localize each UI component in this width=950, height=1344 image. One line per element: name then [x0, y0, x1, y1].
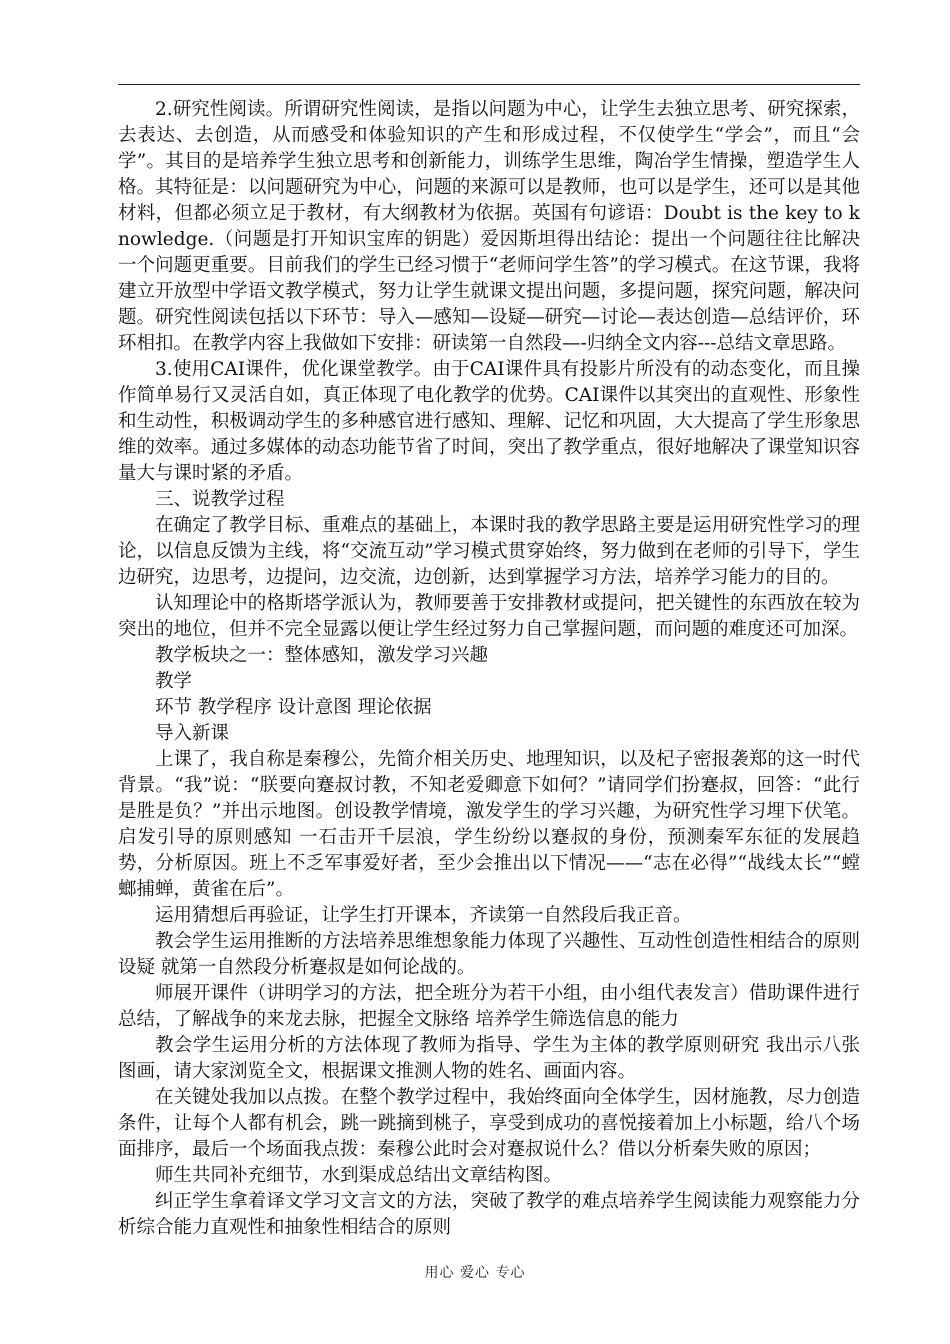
- paragraph-introduction-content: 上课了，我自称是秦穆公，先简介相关历史、地理知识，以及杞子密报袭郑的这一时代背景。“我”说：“朕要向蹇叔讨教，不知老爱卿意下如何？”请同学们扮蹇叔，回答：“此行是胜是负？”并出示地图。创设教学情境，激发学生的学习兴趣，为研究性学习埋下伏笔。启发引导的原则感知 一石击开千层浪，学生纷纷以蹇叔的身份，预测秦军东征的发展趋势，分析原因。班上不乏军事爱好者，至少会推出以下情况——“志在必得”“战线太长”“螳螂捕蝉，黄雀在后”。: [118, 749, 860, 900]
- paragraph-cai-courseware: 3.使用CAI课件，优化课堂教学。由于CAI课件具有投影片所没有的动态变化，而且操作简单易行又灵活自如，真正体现了电化教学的优势。CAI课件以其突出的直观性、形象性和生动性，积极调动学生的多种感官进行感知、理解、记忆和巩固，大大提高了学生形象思维的效率。通过多媒体的动态功能节省了时间，突出了教学重点，很好地解决了课堂知识容量大与课时紧的矛盾。: [118, 359, 860, 484]
- section-heading-teaching-process: 三、说教学过程: [155, 489, 285, 510]
- paragraph-module-one-title: 教学板块之一：整体感知，激发学习兴趣: [155, 645, 489, 666]
- paragraph-correct-method: 纠正学生拿着译文学习文言文的方法，突破了教学的难点培养学生阅读能力观察能力分析综合能力直观性和抽象性相结合的原则: [118, 1191, 860, 1238]
- paragraph-teaching-label: 教学: [155, 671, 193, 692]
- paragraph-introduction-label: 导入新课: [155, 723, 230, 744]
- paragraph-guess-verify: 运用猜想后再验证，让学生打开课本，齐读第一自然段后我正音。: [155, 905, 692, 926]
- paragraph-inference-method: 教会学生运用推断的方法培养思维想象能力体现了兴趣性、互动性创造性相结合的原则 设疑 就第一自然段分析蹇叔是如何论战的。: [118, 931, 860, 978]
- paragraph-key-guidance: 在关键处我加以点拨。在整个教学过程中，我始终面向全体学生，因材施教，尽力创造条件，让每个人都有机会，跳一跳摘到桃子，享受到成功的喜悦接着加上小标题，给八个场面排序，最后一个场面我点拨：秦穆公此时会对蹇叔说什么？借以分析秦失败的原因；: [118, 1087, 860, 1160]
- header-rule: [118, 84, 860, 85]
- paragraph-research-reading: 2.研究性阅读。所谓研究性阅读，是指以问题为中心，让学生去独立思考、研究探索，去表达、去创造，从而感受和体验知识的产生和形成过程，不仅使学生“学会”，而且“会学”。其目的是培养学生独立思考和创新能力，训练学生思维，陶冶学生情操，塑造学生人格。其特征是：以问题研究为中心，问题的来源可以是教师，也可以是学生，还可以是其他材料，但都必须立足于教材，有大纲教材为依据。英国有句谚语：Doubt is the key to knowledge.（问题是打开知识宝库的钥匙）爱因斯坦得出结论：提出一个问题往往比解决一个问题更重要。目前我们的学生已经习惯于“老师问学生答”的学习模式。在这节课，我将建立开放型中学语文教学模式，努力让学生就课文提出问题，多提问题，探究问题，解决问题。研究性阅读包括以下环节：导入—感知—设疑—研究—讨论—表达创造—总结评价，环环相扣。在教学内容上我做如下安排：研读第一自然段—-归纳全文内容---总结文章思路。: [118, 99, 860, 354]
- paragraph-table-header: 环节 教学程序 设计意图 理论依据: [155, 697, 432, 718]
- page-footer: 用心 爱心 专心: [424, 1265, 526, 1281]
- paragraph-courseware-summary: 师展开课件（讲明学习的方法，把全班分为若干小组，由小组代表发言）借助课件进行总结，了解战争的来龙去脉，把握全文脉络 培养学生筛选信息的能力: [118, 983, 860, 1030]
- paragraph-analysis-method: 教会学生运用分析的方法体现了教师为指导、学生为主体的教学原则研究 我出示八张图画，请大家浏览全文，根据课文推测人物的姓名、画面内容。: [118, 1035, 860, 1082]
- paragraph-gestalt-theory: 认知理论中的格斯塔学派认为，教师要善于安排教材或提问，把关键性的东西放在较为突出的地位，但并不完全显露以便让学生经过努力自己掌握问题，而问题的难度还可加深。: [118, 593, 860, 640]
- paragraph-structure-summary: 师生共同补充细节，水到渠成总结出文章结构图。: [155, 1165, 563, 1186]
- paragraph-teaching-approach: 在确定了教学目标、重难点的基础上，本课时我的教学思路主要是运用研究性学习的理论，以信息反馈为主线，将“交流互动”学习模式贯穿始终，努力做到在老师的引导下，学生边研究，边思考，边提问，边交流，边创新，达到掌握学习方法，培养学习能力的目的。: [118, 515, 860, 588]
- document-body: [118, 97, 860, 1241]
